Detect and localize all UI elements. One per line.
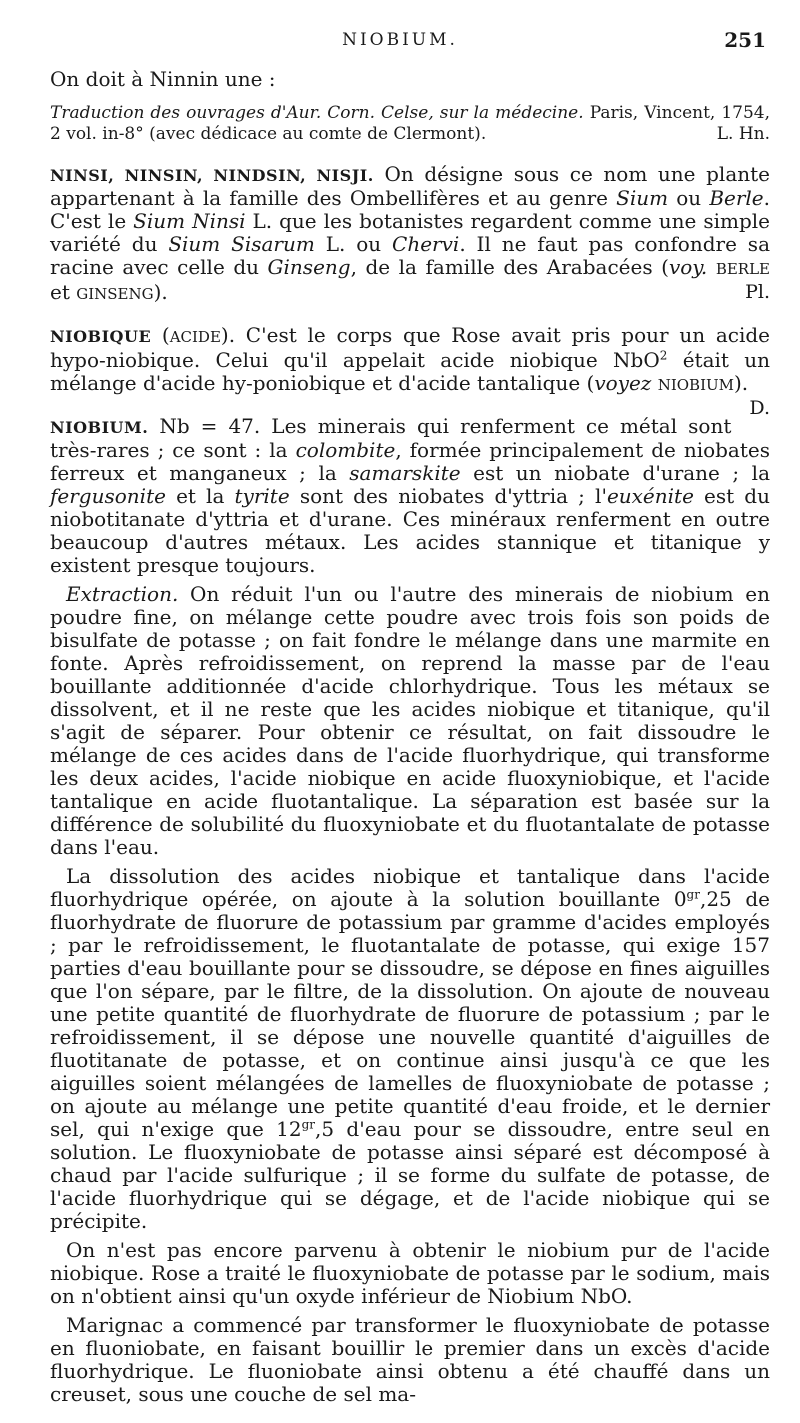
text-run: ). [153, 280, 168, 304]
italic-text: colombite [295, 438, 396, 462]
text-run: ). C'est le corps que Rose avait pris pour un acide hypo-niobique. Celui qu'il appelait acide niobique NbO [50, 323, 770, 372]
page-number: 251 [724, 28, 766, 52]
italic-text: Sium [616, 186, 669, 210]
small-caps-text: GINSENG [76, 285, 154, 303]
text-run: L. que les botanistes regardent comme une simple variété du [50, 209, 770, 256]
text-run: Nb = 47. Les minerais qui renferment ce métal sont très-rares ; ce sont : la [50, 414, 732, 462]
text-run: La dissolution des acides niobique et tantalique dans l'acide fluorhydrique opérée, on ajoute à la solution bouillante 0 [50, 864, 770, 911]
italic-text: Ginseng [267, 255, 351, 279]
text-run: sont des niobates d'yttria ; l' [289, 484, 607, 508]
entry-headword: NINSI, NINSIN, NINDSIN, NISJI. [50, 166, 374, 185]
text-run: ). [734, 371, 749, 395]
text-run: et [50, 280, 77, 304]
italic-text: tyrite [234, 484, 290, 508]
italic-text: Chervi [392, 232, 460, 256]
reference-title: Traduction des ouvrages d'Aur. Corn. Celse, sur la médecine. [50, 103, 584, 123]
text-run: , de la famille des Arabacées ( [350, 255, 669, 279]
italic-text: samarskite [349, 461, 461, 485]
text-run: ( [151, 323, 170, 347]
entry-signature: D. [749, 397, 770, 419]
small-caps-text: BERLE [715, 260, 771, 278]
small-caps-text: ACIDE [169, 328, 221, 346]
entry-signature: Pl. [745, 281, 770, 303]
text-run: est du niobotitanate d'yttria et d'urane. Ces minéraux renferment en outre beaucoup d'autres métaux. Les acides stannique et titanique y existent presque toujours. [50, 484, 770, 577]
entry-niobique [50, 323, 770, 419]
intro-line: On doit à Ninnin une : [50, 67, 276, 91]
text-run: ,25 de fluorhydrate de fluorure de potassium par gramme d'acides employés ; par le refroidissement, le fluotantalate de potasse, qui exige 157 parties d'eau bouillante pour se dissoudre, se dépose en fines aiguilles que l'on sépare, par le filtre, de la dissolution. On ajoute de nouveau une petite quantité de fluorhydrate de fluorure de potassium ; par le refroidissement, il se dépose une nouvelle quantité d'aiguilles de fluotitanate de potasse, et on continue ainsi jusqu'à ce que les aiguilles soient mélangées de lamelles de fluoxyniobate de potasse ; on ajoute au mélange une petite quantité d'eau froide, et le dernier sel, qui n'exige que 12 [50, 887, 770, 1141]
reference-citation [50, 103, 770, 145]
entry-headword: NIOBIUM. [50, 418, 149, 437]
entry-body [50, 414, 770, 577]
italic-text: fergusonite [50, 484, 166, 508]
text-run: était un mélange d'acide hy-poniobique et d'acide tantalique ( [50, 348, 770, 395]
small-caps-text: NIOBIUM [657, 376, 734, 394]
superscript-text: gr [686, 887, 700, 902]
text-run: On désigne sous ce nom une plante appartenant à la famille des Ombellifères et au genre [50, 162, 770, 210]
reference-details: Paris, Vincent, 1754, 2 vol. in-8° (avec dédicace au comte de Clermont). [50, 103, 771, 144]
text-run: . Il ne faut pas confondre sa racine avec celle du [50, 232, 770, 279]
superscript-text: 2 [659, 348, 668, 363]
text-run: L. ou [314, 232, 393, 256]
dissolution-paragraph [50, 865, 770, 1233]
italic-text: voyez [594, 371, 652, 395]
text-run: ,5 d'eau pour se dissoudre, entre seul en solution. Le fluoxyniobate de potasse ainsi séparé est décomposé à chaud par l'acide sulfurique ; il se forme du sulfate de potasse, de l'acide fluorhydrique qui se dégage, et de l'acide niobique qui se précipite. [50, 1117, 770, 1233]
sodium-paragraph: On n'est pas encore parvenu à obtenir le niobium pur de l'acide niobique. Rose a traité le fluoxyniobate de potasse par le sodium, mais on n'obtient ainsi qu'un oxyde inférieur de Niobium NbO. [50, 1238, 770, 1308]
italic-text: voy. [668, 255, 708, 279]
italic-text: Sium Ninsi [133, 209, 246, 233]
text-run: , formée principalement de niobates ferreux et manganeux ; la [50, 438, 770, 485]
running-head [0, 30, 800, 60]
text-run: et la [165, 484, 235, 508]
reference-signature: L. Hn. [716, 124, 770, 144]
page-body [50, 68, 770, 1406]
italic-text: euxénite [606, 484, 694, 508]
text-run: ou [668, 186, 710, 210]
extraction-paragraph [50, 583, 770, 859]
marignac-paragraph: Marignac a commencé par transformer le fluoxyniobate de potasse en fluoniobate, en faisant bouillir le premier dans un excès d'acide fluorhydrique. Le fluoniobate ainsi obtenu a été chauffé dans un creuset, sous une couche de sel ma- [50, 1313, 770, 1406]
text-run: est un niobate d'urane ; la [460, 461, 771, 485]
entry-body [50, 323, 770, 395]
italic-text: Berle [709, 186, 764, 210]
extraction-label: Extraction. [66, 582, 179, 606]
text-run [707, 255, 716, 279]
superscript-text: gr [301, 1117, 316, 1132]
running-title: NIOBIUM. [342, 30, 458, 50]
entry-ninsi [50, 163, 770, 306]
entry-niobium [50, 415, 770, 577]
italic-text: Sium Sisarum [168, 232, 315, 256]
text-run: . C'est le [50, 186, 770, 233]
extraction-text: On réduit l'un ou l'autre des minerais de niobium en poudre fine, on mélange cette poudre avec trois fois son poids de bisulfate de potasse ; on fait fondre le mélange dans une marmite en fonte. Après refroidissement, on reprend la masse par de l'eau bouillante additionnée d'acide chlorhydrique. Tous les métaux se dissolvent, et il ne reste que les acides niobique et titanique, qu'il s'agit de séparer. Pour obtenir ce résultat, on fait dissoudre le mélange de ces acides dans de l'acide fluorhydrique, qui transforme les deux acides, l'acide niobique en acide fluoxyniobique, et l'acide tantalique en acide fluotantalique. La séparation est basée sur la différence de solubilité du fluoxyniobate et du fluotantalate de potasse dans l'eau. [50, 582, 770, 859]
entry-headword: NIOBIQUE [50, 327, 152, 346]
